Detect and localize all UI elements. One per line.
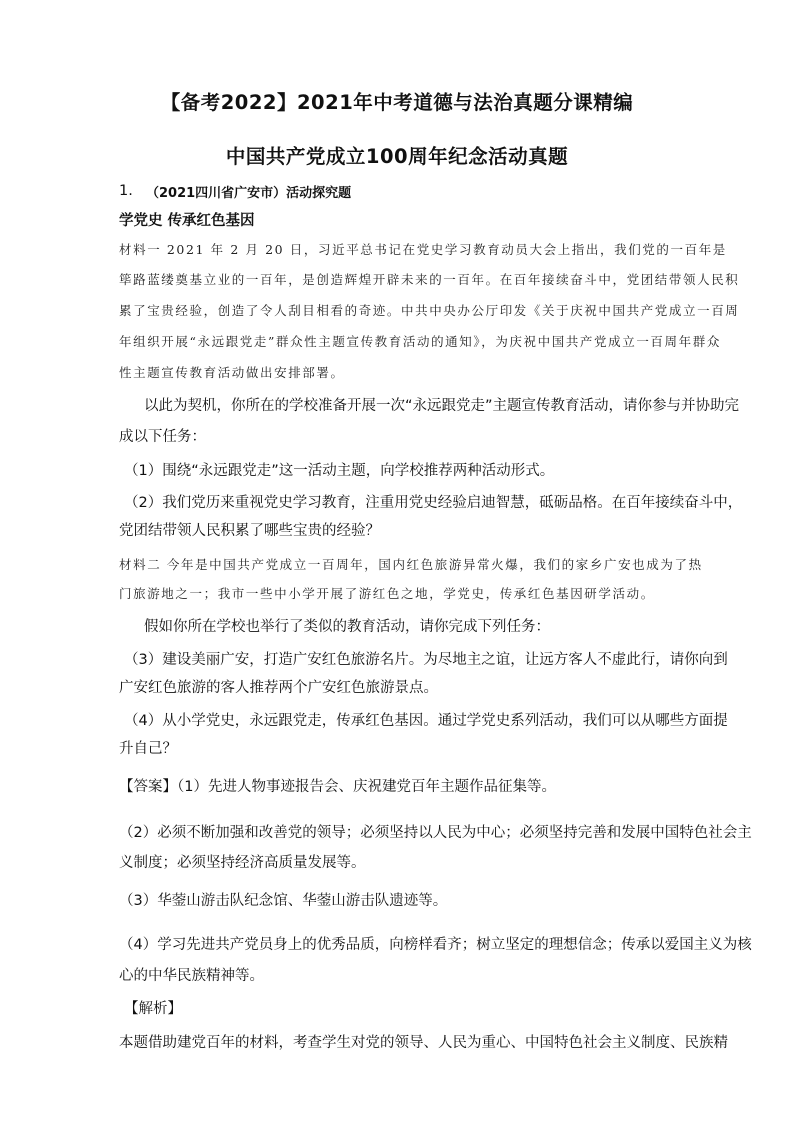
- answer-4-line: （4）学习先进共产党员身上的优秀品质，向榜样看齐；树立坚定的理想信念；传承以爱国主义为核: [119, 937, 752, 953]
- prompt2: 假如你所在学校也举行了类似的教育活动，请你完成下列任务：: [144, 619, 550, 635]
- task-3-line: 广安红色旅游的客人推荐两个广安红色旅游景点。: [119, 680, 438, 696]
- prompt1-line: 以此为契机，你所在的学校准备开展一次“永远跟党走”主题宣传教育活动，请你参与并协助完: [144, 398, 740, 414]
- material1-line: 筚路蓝缕奠基立业的一百年，是创造辉煌开辟未来的一百年。在百年接续奋斗中，党团结带领人民积: [119, 272, 740, 287]
- material2-line: 门旅游地之一；我市一些中小学开展了游红色之地，学党史，传承红色基因研学活动。: [119, 586, 655, 601]
- document-subtitle: 中国共产党成立100周年纪念活动真题: [225, 145, 569, 168]
- document-title: 【备考2022】2021年中考道德与法治真题分课精编: [160, 91, 634, 114]
- answer-4-line: 心的中华民族精神等。: [119, 968, 264, 984]
- material2-line: 材料二 今年是中国共产党成立一百周年，国内红色旅游异常火爆，我们的家乡广安也成为了热: [119, 557, 703, 572]
- material1-line: 累了宝贵经验，创造了令人刮目相看的奇迹。中共中央办公厅印发《关于庆祝中国共产党成立一百周: [119, 303, 740, 318]
- question-number: 1.: [119, 183, 133, 199]
- analysis-text: 本题借助建党百年的材料，考查学生对党的领导、人民为重心、中国特色社会主义制度、民族精: [119, 1035, 728, 1051]
- answer-1: 【答案】（1）先进人物事迹报告会、庆祝建党百年主题作品征集等。: [119, 779, 556, 795]
- material1-line: 材料一 2021 年 2 月 20 日，习近平总书记在党史学习教育动员大会上指出，我们党的一百年是: [119, 242, 727, 257]
- analysis-heading: 【解析】: [124, 1001, 182, 1017]
- answer-2-line: （2）必须不断加强和改善党的领导；必须坚持以人民为中心；必须坚持完善和发展中国特色社会主: [119, 825, 752, 841]
- task-3-line: （3）建设美丽广安，打造广安红色旅游名片。为尽地主之谊，让远方客人不虚此行，请你向到: [124, 652, 728, 668]
- question-source: （2021四川省广安市）活动探究题: [146, 186, 352, 201]
- answer-3: （3）华蓥山游击队纪念馆、华蓥山游击队遗迹等。: [119, 893, 448, 909]
- task-2-line: （2）我们党历来重视党史学习教育，注重用党史经验启迪智慧，砥砺品格。在百年接续奋斗中，: [124, 495, 743, 511]
- material1-line: 年组织开展“永远跟党走”群众性主题宣传教育活动的通知》，为庆祝中国共产党成立一百周年群众: [119, 334, 721, 349]
- question-heading: 学党史 传承红色基因: [119, 213, 255, 229]
- prompt1-line: 成以下任务：: [119, 429, 206, 445]
- task-4-line: （4）从小学党史，永远跟党走，传承红色基因。通过学党史系列活动，我们可以从哪些方面提: [124, 713, 728, 729]
- answer-2-line: 义制度；必须坚持经济高质量发展等。: [119, 855, 366, 871]
- task-2-line: 党团结带领人民积累了哪些宝贵的经验？: [119, 523, 380, 539]
- task-1: （1）围绕“永远跟党走”这一活动主题，向学校推荐两种活动形式。: [124, 463, 555, 479]
- task-4-line: 升自己？: [119, 741, 177, 757]
- material1-line: 性主题宣传教育活动做出安排部署。: [119, 365, 345, 380]
